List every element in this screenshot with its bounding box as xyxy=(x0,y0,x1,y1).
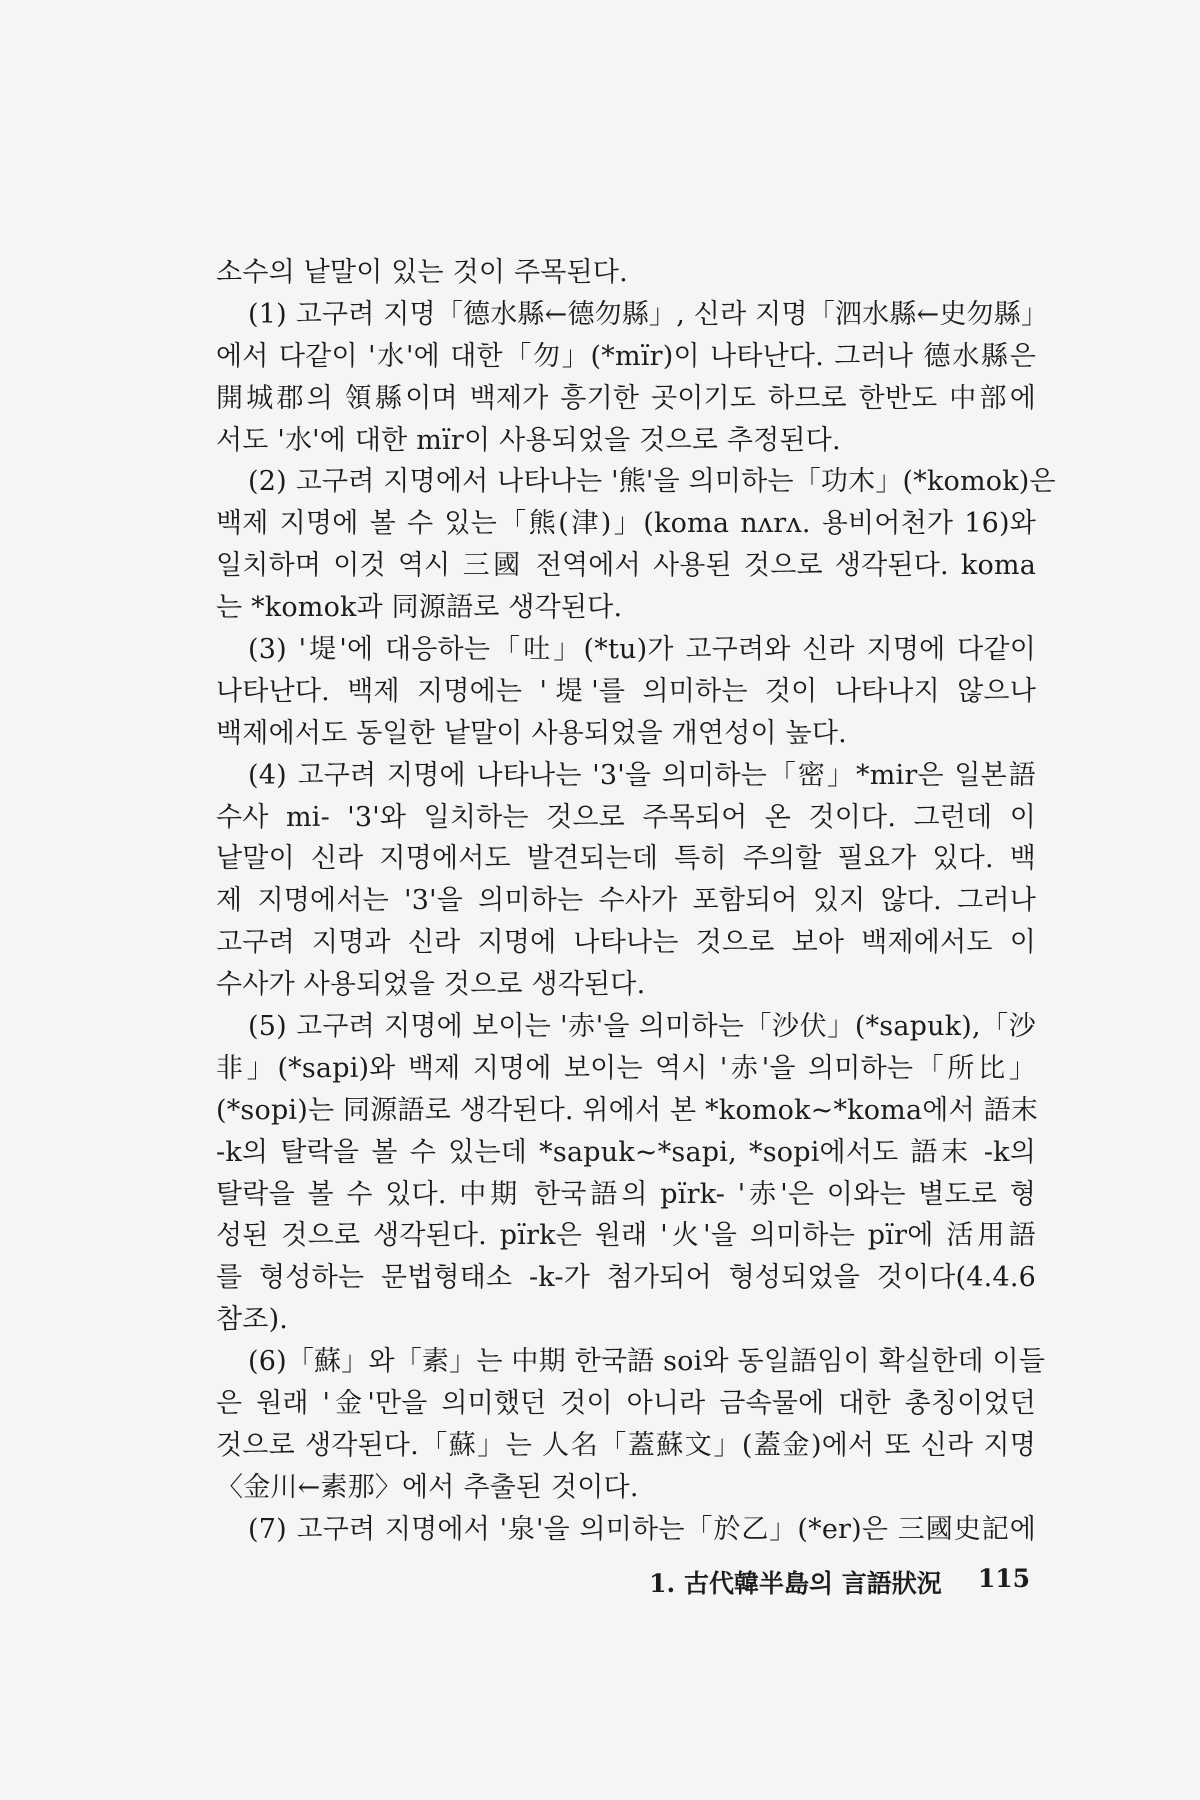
text-line: (*sopi)는 同源語로 생각된다. 위에서 본 *komok~*koma에서 語末 xyxy=(216,1094,1039,1126)
text-line: 에서 다같이 '水'에 대한「勿」(*mïr)이 나타난다. 그러나 德水縣은 xyxy=(216,340,1036,372)
text-line: 은 원래 '金'만을 의미했던 것이 아니라 금속물에 대한 총칭이었던 xyxy=(216,1388,1036,1420)
text-line: 고구려 지명과 신라 지명에 나타나는 것으로 보아 백제에서도 이 xyxy=(216,927,1036,959)
running-footer xyxy=(630,1564,1030,1600)
text-line: 非」(*sapi)와 백제 지명에 보이는 역시 '赤'을 의미하는「所比」 xyxy=(216,1052,1036,1084)
text-line: 서도 '水'에 대한 mïr이 사용되었을 것으로 추정된다. xyxy=(216,424,841,456)
text-line: 것으로 생각된다.「蘇」는 人名「蓋蘇文」(蓋金)에서 또 신라 지명 xyxy=(216,1429,1036,1461)
text-line: 를 형성하는 문법형태소 -k-가 첨가되어 형성되었을 것이다(4.4.6 xyxy=(216,1262,1036,1294)
text-line: 성된 것으로 생각된다. pïrk은 원래 '火'을 의미하는 pïr에 活用語 xyxy=(216,1220,1036,1252)
text-line: 탈락을 볼 수 있다. 中期 한국語의 pïrk- '赤'은 이와는 별도로 형 xyxy=(216,1178,1036,1210)
text-line: (5) 고구려 지명에 보이는 '赤'을 의미하는「沙伏」(*sapuk),「沙 xyxy=(248,1011,1036,1043)
footer-section-title: 1. 古代韓半島의 言語狀況 xyxy=(649,1569,942,1598)
text-line: 〈金川←素那〉에서 추출된 것이다. xyxy=(216,1471,639,1503)
text-line: (2) 고구려 지명에서 나타나는 '熊'을 의미하는「功木」(*komok)은 xyxy=(248,466,1056,498)
text-line: 백제에서도 동일한 낱말이 사용되었을 개연성이 높다. xyxy=(216,717,847,749)
body-text xyxy=(216,252,1056,1551)
text-line: 수사 mi- '3'와 일치하는 것으로 주목되어 온 것이다. 그런데 이 xyxy=(216,801,1036,833)
page-number: 115 xyxy=(977,1564,1030,1593)
text-line: 수사가 사용되었을 것으로 생각된다. xyxy=(216,969,646,1001)
text-line: (4) 고구려 지명에 나타나는 '3'을 의미하는「密」*mir은 일본語 xyxy=(248,759,1036,791)
text-line: 제 지명에서는 '3'을 의미하는 수사가 포함되어 있지 않다. 그러나 xyxy=(216,885,1036,917)
text-line: 소수의 낱말이 있는 것이 주목된다. xyxy=(216,257,628,288)
text-line: (6)「蘇」와「素」는 中期 한국語 soi와 동일語임이 확실한데 이들 xyxy=(248,1346,1046,1378)
text-line: 開城郡의 領縣이며 백제가 흥기한 곳이기도 하므로 한반도 中部에 xyxy=(216,382,1036,414)
text-line: 는 *komok과 同源語로 생각된다. xyxy=(216,592,623,624)
text-line: (1) 고구려 지명「德水縣←德勿縣」, 신라 지명「泗水縣←史勿縣」 xyxy=(248,298,1049,330)
text-line: -k의 탈락을 볼 수 있는데 *sapuk~*sapi, *sopi에서도 語末 -k의 xyxy=(216,1136,1036,1168)
text-line: 일치하며 이것 역시 三國 전역에서 사용된 것으로 생각된다. koma xyxy=(216,550,1036,582)
text-line: 낱말이 신라 지명에서도 발견되는데 특히 주의할 필요가 있다. 백 xyxy=(216,843,1036,875)
text-line: 백제 지명에 볼 수 있는「熊(津)」(koma nʌrʌ. 용비어천가 16)와 xyxy=(216,508,1036,540)
text-line: 참조). xyxy=(216,1304,289,1336)
text-line: (7) 고구려 지명에서 '泉'을 의미하는「於乙」(*er)은 三國史記에 xyxy=(248,1513,1036,1545)
text-line: 나타난다. 백제 지명에는 '堤'를 의미하는 것이 나타나지 않으나 xyxy=(216,675,1036,707)
text-line: (3) '堤'에 대응하는「吐」(*tu)가 고구려와 신라 지명에 다같이 xyxy=(248,634,1036,666)
